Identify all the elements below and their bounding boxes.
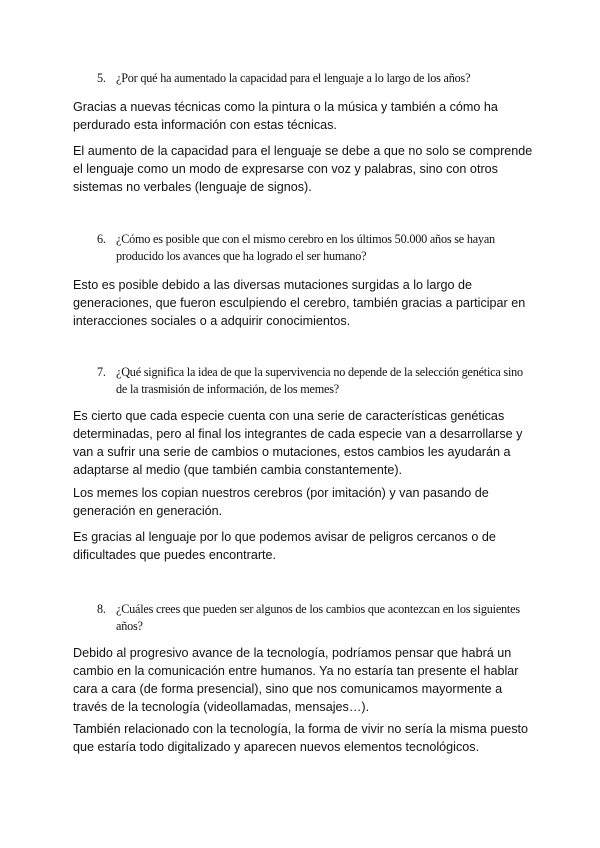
question-6 — [97, 231, 527, 265]
question-text: ¿Cuáles crees que pueden ser algunos de los cambios que acontezcan en los siguientes años? — [116, 602, 520, 633]
answer-paragraph: Esto es posible debido a las diversas mutaciones surgidas a lo largo de generaciones, que fueron esculpiendo el cerebro, también gracias a participar en interacciones sociales o a adquirir conocimientos. — [73, 278, 526, 328]
question-number: 8. — [97, 602, 106, 616]
question-text: ¿Cómo es posible que con el mismo cerebro en los últimos 50.000 años se hayan producido los avances que ha logrado el ser humano? — [116, 232, 495, 263]
answer-paragraph: Debido al progresivo avance de la tecnología, podríamos pensar que habrá un cambio en la comunicación entre humanos. Ya no estaría tan presente el hablar cara a cara (de forma presencial), sino que nos comunicamos mayormente a través de la tecnología (videollamadas, mensajes…). — [73, 646, 519, 714]
answer-paragraph: Es cierto que cada especie cuenta con una serie de características genéticas determinadas, pero al final los integrantes de cada especie van a desarrollarse y van a sufrir una serie de cambios o mutaciones, estos cambios les ayudarán a adaptarse al medio (que también cambia constantemente). — [73, 409, 523, 477]
question-text: ¿Por qué ha aumentado la capacidad para el lenguaje a lo largo de los años? — [116, 71, 471, 85]
question-7 — [97, 364, 527, 398]
answer-paragraph: El aumento de la capacidad para el lenguaje se debe a que no solo se comprende el lenguaje como un modo de expresarse con voz y palabras, sino con otros sistemas no verbales (lenguaje de signos). — [73, 144, 533, 194]
question-8 — [97, 601, 527, 635]
question-5 — [97, 70, 527, 87]
question-number: 7. — [97, 365, 106, 379]
question-number: 5. — [97, 71, 106, 85]
answer-paragraph: Es gracias al lenguaje por lo que podemos avisar de peligros cercanos o de dificultades que puedes encontrarte. — [73, 530, 496, 562]
question-text: ¿Qué significa la idea de que la supervivencia no depende de la selección genética sino de la trasmisión de información, de los memes? — [116, 365, 523, 396]
question-number: 6. — [97, 232, 106, 246]
answer-paragraph: También relacionado con la tecnología, la forma de vivir no sería la misma puesto que estaría todo digitalizado y aparecen nuevos elementos tecnológicos. — [73, 722, 529, 754]
answer-paragraph: Gracias a nuevas técnicas como la pintura o la música y también a cómo ha perdurado esta información con estas técnicas. — [73, 100, 498, 132]
answer-paragraph: Los memes los copian nuestros cerebros (por imitación) y van pasando de generación en generación. — [73, 486, 489, 518]
